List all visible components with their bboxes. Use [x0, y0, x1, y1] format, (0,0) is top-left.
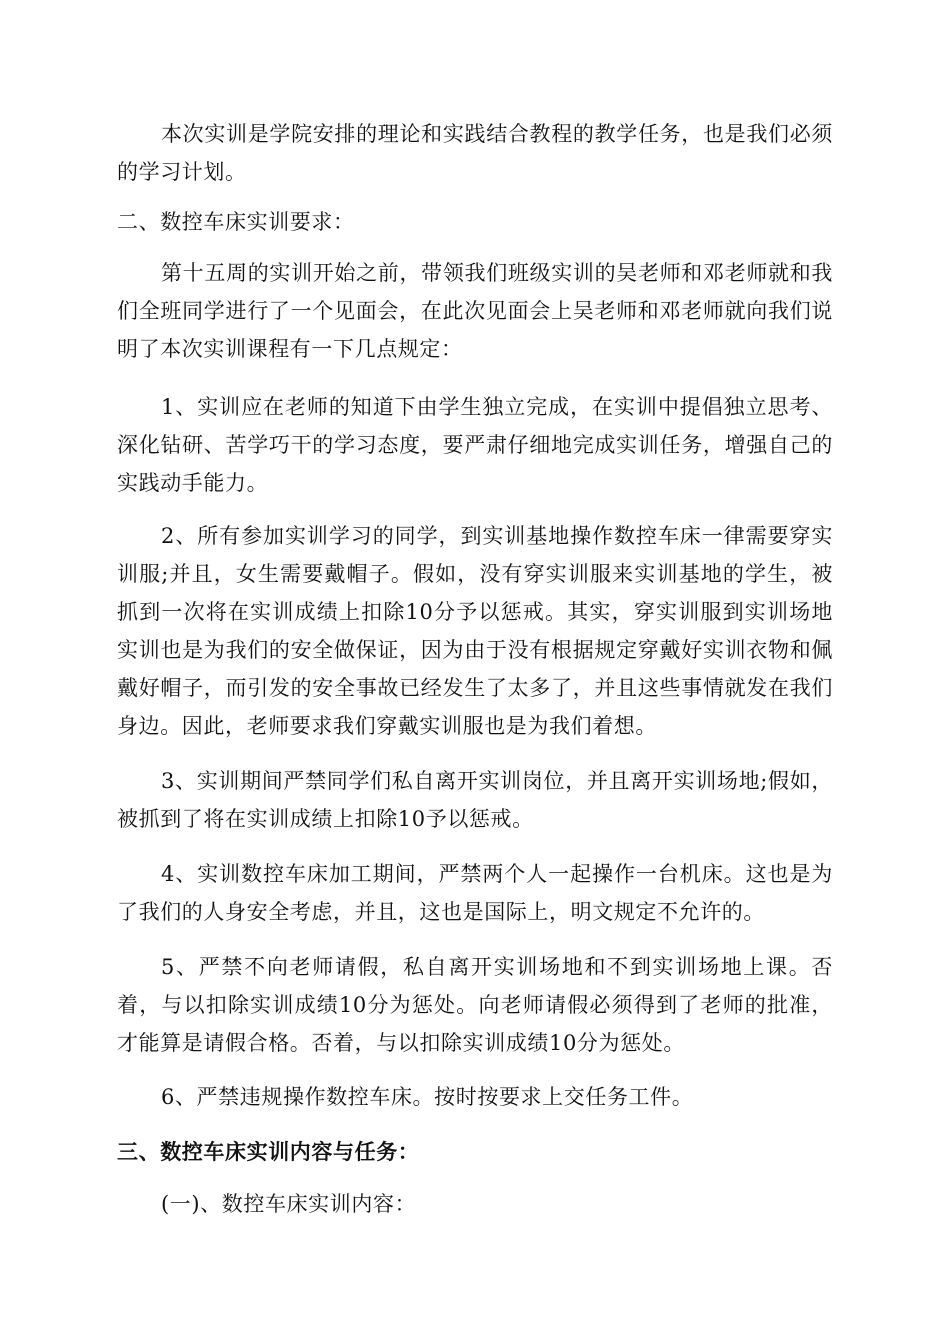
section-heading-requirements: 二、数控车床实训要求：: [117, 210, 355, 234]
paragraph-meeting: 第十五周的实训开始之前，带领我们班级实训的吴老师和邓老师就和我们全班同学进行了一个见面会，在此次见面会上吴老师和邓老师就向我们说明了本次实训课程有一下几点规定：: [117, 261, 833, 361]
rule-1: 1、实训应在老师的知道下由学生独立完成，在实训中提倡独立思考、深化钻研、苦学巧干的学习态度，要严肃仔细地完成实训任务，增强自己的实践动手能力。: [117, 395, 833, 495]
subsection-heading-content: (一)、数控车床实训内容：: [161, 1192, 417, 1216]
paragraph-intro: 本次实训是学院安排的理论和实践结合教程的教学任务，也是我们必须的学习计划。: [117, 122, 833, 184]
rule-3: 3、实训期间严禁同学们私自离开实训岗位，并且离开实训场地;假如，被抓到了将在实训成绩上扣除10予以惩戒。: [117, 769, 833, 831]
rule-2: 2、所有参加实训学习的同学，到实训基地操作数控车床一律需要穿实训服;并且，女生需要戴帽子。假如，没有穿实训服来实训基地的学生，被抓到一次将在实训成绩上扣除10分予以惩戒。其实，穿实训服到实训场地实训也是为我们的安全做保证，因为由于没有根据规定穿戴好实训衣物和佩戴好帽子，而引发的安全事故已经发生了太多了，并且这些事情就发在我们身边。因此，老师要求我们穿戴实训服也是为我们着想。: [117, 524, 833, 738]
section-heading-content: 三、数控车床实训内容与任务：: [117, 1139, 420, 1164]
rule-4: 4、实训数控车床加工期间，严禁两个人一起操作一台机床。这也是为了我们的人身安全考虑，并且，这也是国际上，明文规定不允许的。: [117, 862, 833, 924]
rule-6: 6、严禁违规操作数控车床。按时按要求上交任务工件。: [161, 1085, 694, 1109]
rule-5: 5、严禁不向老师请假，私自离开实训场地和不到实训场地上课。否着，与以扣除实训成绩10分为惩处。向老师请假必须得到了老师的批准，才能算是请假合格。否着，与以扣除实训成绩10分为惩处。: [117, 955, 833, 1055]
